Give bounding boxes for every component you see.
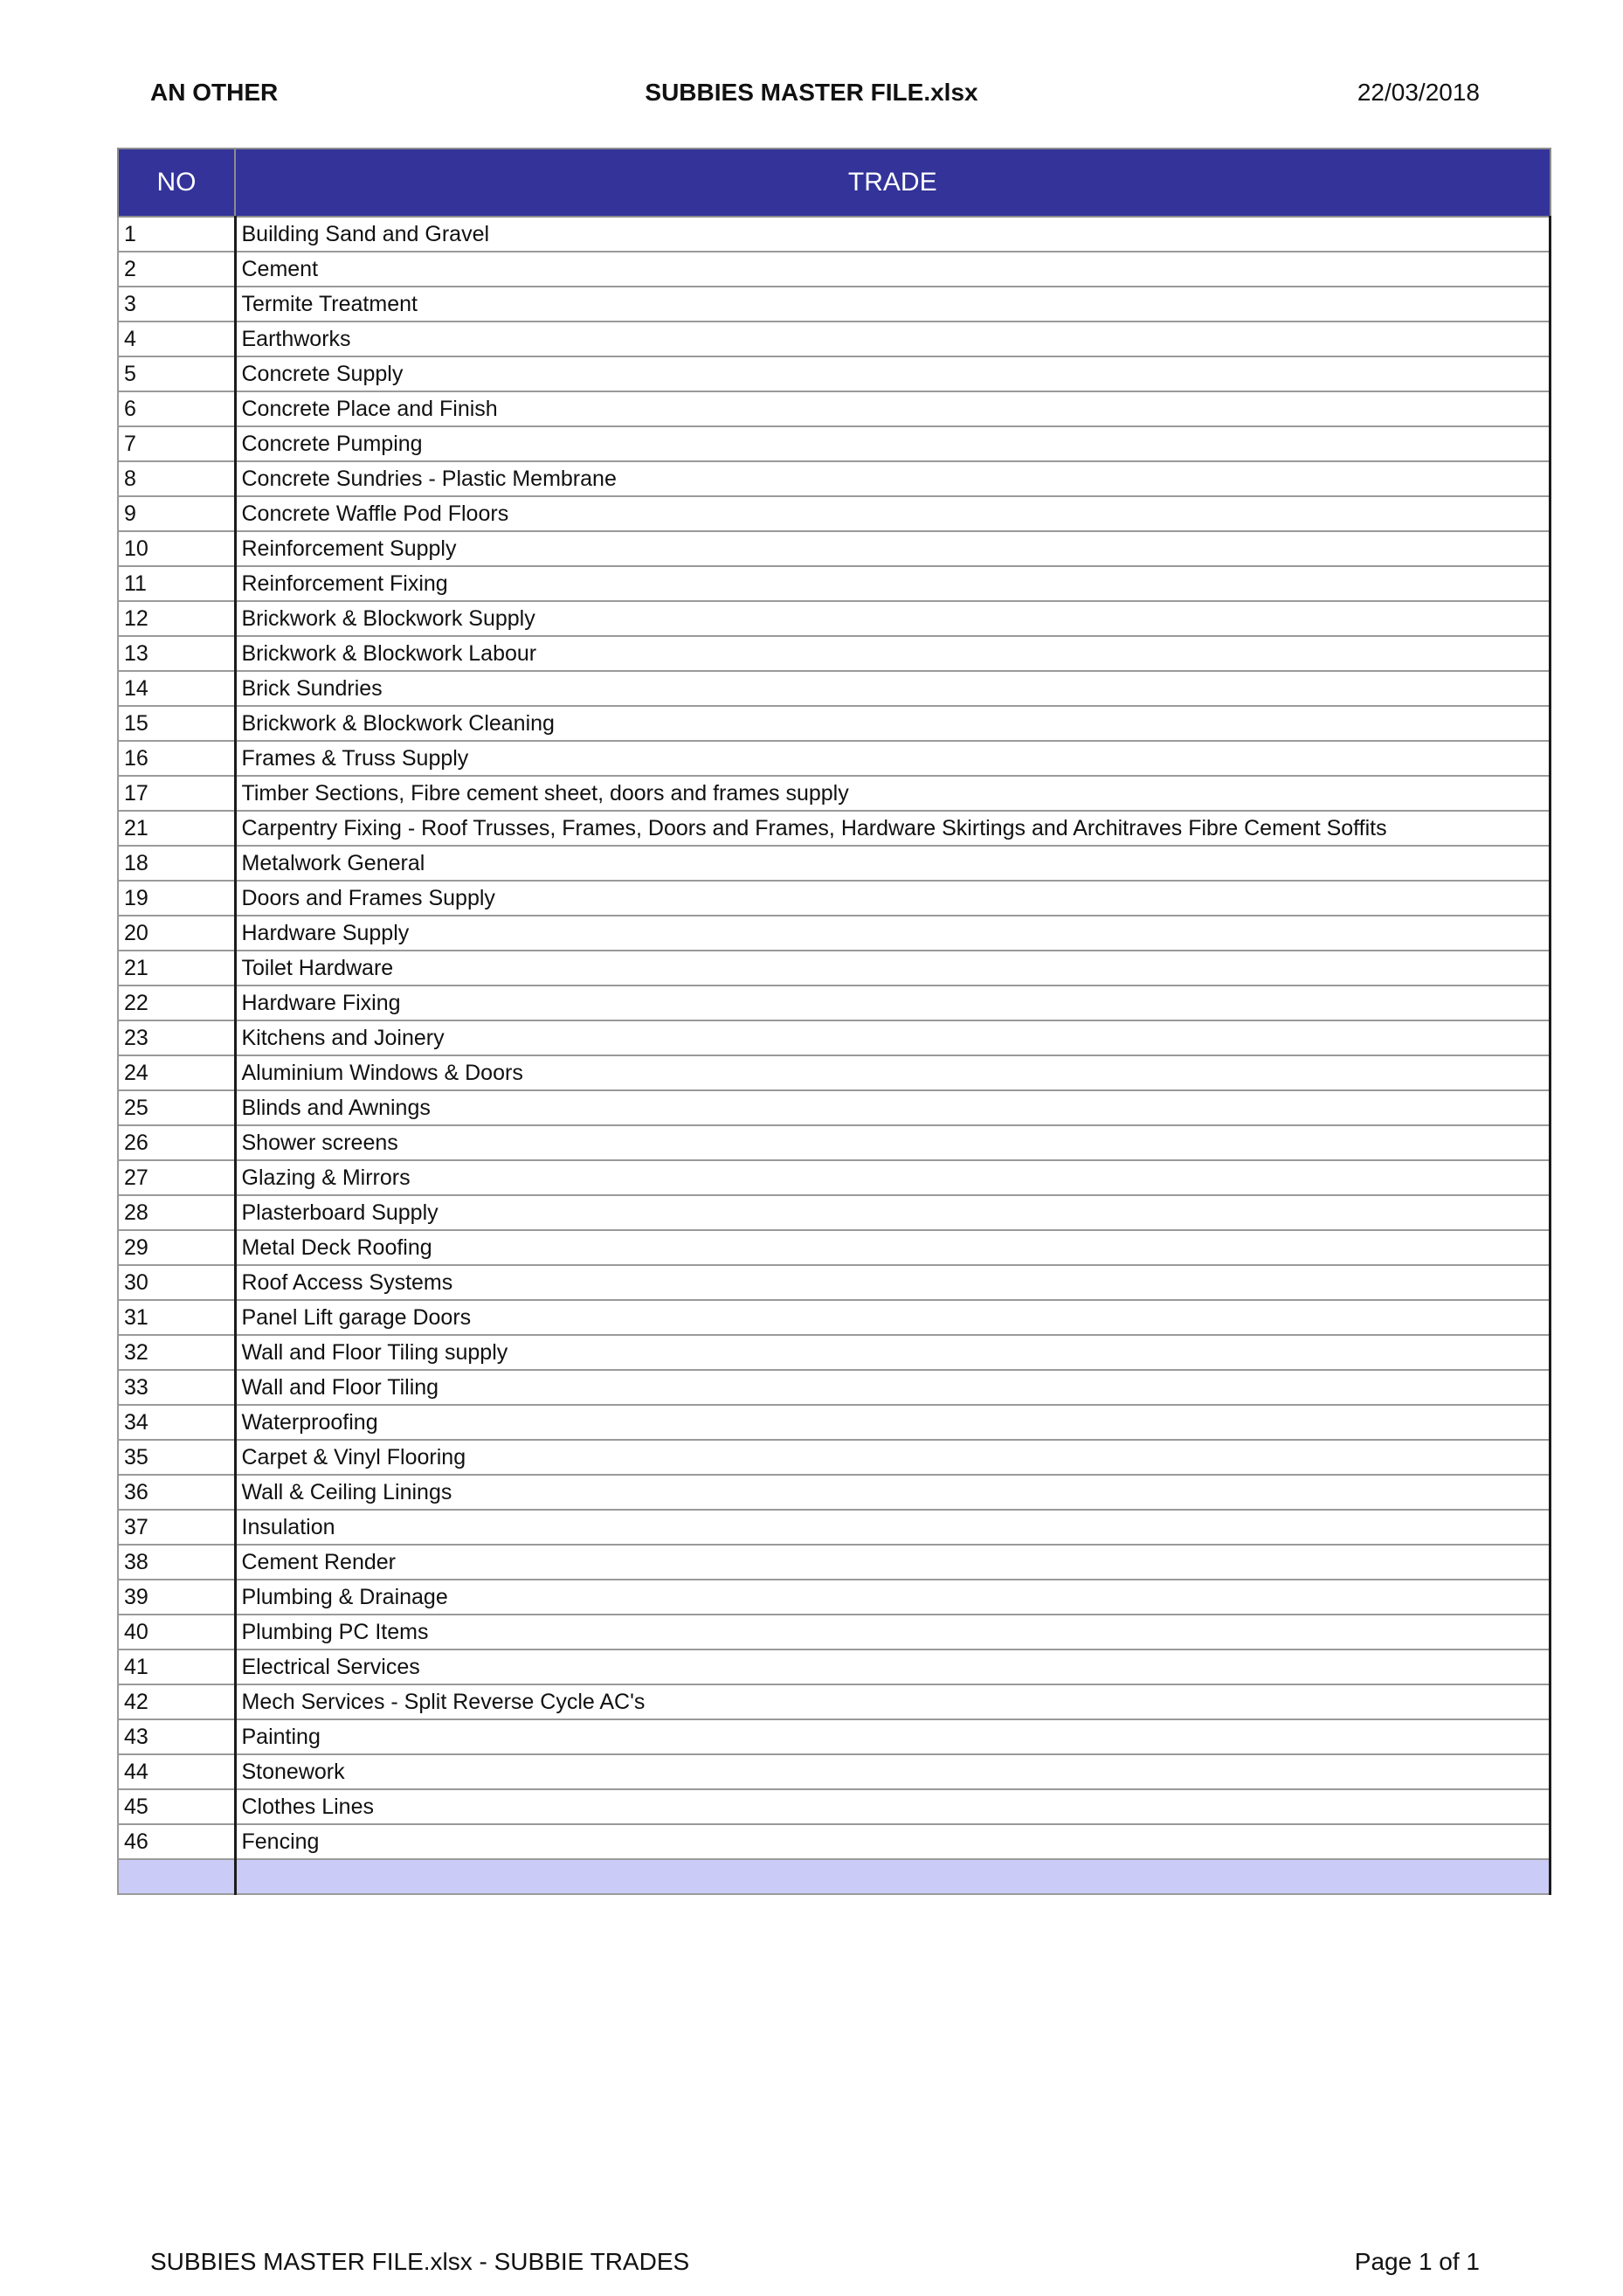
table-row bbox=[118, 1125, 1550, 1160]
cell-trade: Carpentry Fixing - Roof Trusses, Frames, Doors and Frames, Hardware Skirtings and Architraves Fibre Cement Soffits bbox=[235, 811, 1550, 846]
table-row bbox=[118, 461, 1550, 496]
table-row bbox=[118, 322, 1550, 356]
cell-no: 27 bbox=[118, 1160, 235, 1195]
cell-trade: Reinforcement Fixing bbox=[235, 566, 1550, 601]
cell-trade: Waterproofing bbox=[235, 1405, 1550, 1440]
cell-trade: Plumbing & Drainage bbox=[235, 1580, 1550, 1615]
table-row bbox=[118, 1020, 1550, 1055]
cell-no: 44 bbox=[118, 1754, 235, 1789]
cell-trade: Concrete Waffle Pod Floors bbox=[235, 496, 1550, 531]
cell-trade: Concrete Sundries - Plastic Membrane bbox=[235, 461, 1550, 496]
cell-no: 24 bbox=[118, 1055, 235, 1090]
table-row bbox=[118, 1789, 1550, 1824]
table-row bbox=[118, 1265, 1550, 1300]
cell-no: 15 bbox=[118, 706, 235, 741]
table-row bbox=[118, 252, 1550, 287]
cell-no: 7 bbox=[118, 426, 235, 461]
cell-trade: Concrete Pumping bbox=[235, 426, 1550, 461]
cell-trade: Concrete Supply bbox=[235, 356, 1550, 391]
table-row bbox=[118, 951, 1550, 985]
cell-no: 16 bbox=[118, 741, 235, 776]
cell-no: 42 bbox=[118, 1684, 235, 1719]
table-row bbox=[118, 287, 1550, 322]
table-row bbox=[118, 1300, 1550, 1335]
cell-no: 11 bbox=[118, 566, 235, 601]
table-row bbox=[118, 1160, 1550, 1195]
cell-no: 32 bbox=[118, 1335, 235, 1370]
cell-trade: Roof Access Systems bbox=[235, 1265, 1550, 1300]
cell-no: 14 bbox=[118, 671, 235, 706]
footer-page-number: Page 1 of 1 bbox=[1354, 2248, 1480, 2275]
cell-no: 45 bbox=[118, 1789, 235, 1824]
cell-no: 12 bbox=[118, 601, 235, 636]
cell-no: 31 bbox=[118, 1300, 235, 1335]
table-row bbox=[118, 391, 1550, 426]
cell-no: 17 bbox=[118, 776, 235, 811]
header-file-title: SUBBIES MASTER FILE.xlsx bbox=[645, 79, 978, 106]
cell-trade: Hardware Supply bbox=[235, 916, 1550, 951]
table-row bbox=[118, 1649, 1550, 1684]
table-row bbox=[118, 1335, 1550, 1370]
table-row bbox=[118, 881, 1550, 916]
cell-trade: Aluminium Windows & Doors bbox=[235, 1055, 1550, 1090]
table-row bbox=[118, 1440, 1550, 1475]
cell-no: 6 bbox=[118, 391, 235, 426]
table-row bbox=[118, 1195, 1550, 1230]
cell-trade: Wall and Floor Tiling bbox=[235, 1370, 1550, 1405]
cell-no: 21 bbox=[118, 811, 235, 846]
table-row bbox=[118, 1684, 1550, 1719]
cell-no: 8 bbox=[118, 461, 235, 496]
cell-trade: Brick Sundries bbox=[235, 671, 1550, 706]
table-row bbox=[118, 985, 1550, 1020]
cell-trade: Wall and Floor Tiling supply bbox=[235, 1335, 1550, 1370]
cell-no: 2 bbox=[118, 252, 235, 287]
cell-trade: Plumbing PC Items bbox=[235, 1615, 1550, 1649]
table-row bbox=[118, 426, 1550, 461]
cell-trade: Metal Deck Roofing bbox=[235, 1230, 1550, 1265]
cell-no: 43 bbox=[118, 1719, 235, 1754]
cell-trade: Earthworks bbox=[235, 322, 1550, 356]
cell-no: 41 bbox=[118, 1649, 235, 1684]
cell-trade: Carpet & Vinyl Flooring bbox=[235, 1440, 1550, 1475]
cell-no: 33 bbox=[118, 1370, 235, 1405]
cell-no: 40 bbox=[118, 1615, 235, 1649]
table-row bbox=[118, 1510, 1550, 1545]
cell-no: 21 bbox=[118, 951, 235, 985]
cell-trade: Concrete Place and Finish bbox=[235, 391, 1550, 426]
header-left-text: AN OTHER bbox=[150, 79, 279, 106]
cell-no: 34 bbox=[118, 1405, 235, 1440]
cell-trade: Electrical Services bbox=[235, 1649, 1550, 1684]
table-row bbox=[118, 1615, 1550, 1649]
cell-no: 13 bbox=[118, 636, 235, 671]
cell-no: 36 bbox=[118, 1475, 235, 1510]
column-header-trade: TRADE bbox=[235, 149, 1550, 217]
table-row bbox=[118, 776, 1550, 811]
cell-no: 30 bbox=[118, 1265, 235, 1300]
table-row bbox=[118, 1545, 1550, 1580]
cell-no: 23 bbox=[118, 1020, 235, 1055]
cell-trade: Shower screens bbox=[235, 1125, 1550, 1160]
table-row bbox=[118, 566, 1550, 601]
table-row bbox=[118, 811, 1550, 846]
cell-trade: Building Sand and Gravel bbox=[235, 217, 1550, 252]
cell-no: 3 bbox=[118, 287, 235, 322]
table-body bbox=[118, 217, 1550, 1894]
cell-trade: Frames & Truss Supply bbox=[235, 741, 1550, 776]
cell-no: 26 bbox=[118, 1125, 235, 1160]
cell-trade: Toilet Hardware bbox=[235, 951, 1550, 985]
cell-trade: Hardware Fixing bbox=[235, 985, 1550, 1020]
cell-no: 10 bbox=[118, 531, 235, 566]
cell-trade: Kitchens and Joinery bbox=[235, 1020, 1550, 1055]
table-row bbox=[118, 1824, 1550, 1859]
cell-trade: Doors and Frames Supply bbox=[235, 881, 1550, 916]
cell-trade: Brickwork & Blockwork Supply bbox=[235, 601, 1550, 636]
cell-no: 1 bbox=[118, 217, 235, 252]
cell-no: 18 bbox=[118, 846, 235, 881]
cell-trade: Clothes Lines bbox=[235, 1789, 1550, 1824]
cell-trade: Painting bbox=[235, 1719, 1550, 1754]
cell-trade: Insulation bbox=[235, 1510, 1550, 1545]
cell-no bbox=[118, 1859, 235, 1894]
cell-no: 25 bbox=[118, 1090, 235, 1125]
cell-trade: Brickwork & Blockwork Cleaning bbox=[235, 706, 1550, 741]
cell-trade: Mech Services - Split Reverse Cycle AC's bbox=[235, 1684, 1550, 1719]
table-row bbox=[118, 1475, 1550, 1510]
table-row bbox=[118, 846, 1550, 881]
cell-no: 46 bbox=[118, 1824, 235, 1859]
trades-table bbox=[117, 148, 1551, 1895]
table-row bbox=[118, 1370, 1550, 1405]
table-row bbox=[118, 1754, 1550, 1789]
table-row bbox=[118, 1405, 1550, 1440]
table-row bbox=[118, 916, 1550, 951]
table-row bbox=[118, 601, 1550, 636]
cell-no: 22 bbox=[118, 985, 235, 1020]
table-row bbox=[118, 671, 1550, 706]
cell-no: 4 bbox=[118, 322, 235, 356]
cell-no: 28 bbox=[118, 1195, 235, 1230]
footer-sheet-name: SUBBIES MASTER FILE.xlsx - SUBBIE TRADES bbox=[150, 2248, 690, 2275]
cell-trade: Panel Lift garage Doors bbox=[235, 1300, 1550, 1335]
cell-no: 29 bbox=[118, 1230, 235, 1265]
cell-trade: Fencing bbox=[235, 1824, 1550, 1859]
table-row bbox=[118, 741, 1550, 776]
table-row bbox=[118, 217, 1550, 252]
table-row bbox=[118, 1090, 1550, 1125]
cell-no: 5 bbox=[118, 356, 235, 391]
cell-no: 20 bbox=[118, 916, 235, 951]
cell-trade: Blinds and Awnings bbox=[235, 1090, 1550, 1125]
cell-trade: Brickwork & Blockwork Labour bbox=[235, 636, 1550, 671]
cell-no: 37 bbox=[118, 1510, 235, 1545]
cell-trade: Glazing & Mirrors bbox=[235, 1160, 1550, 1195]
cell-trade: Timber Sections, Fibre cement sheet, doors and frames supply bbox=[235, 776, 1550, 811]
header-date: 22/03/2018 bbox=[1357, 79, 1480, 106]
table-row bbox=[118, 356, 1550, 391]
table-row bbox=[118, 1230, 1550, 1265]
table-row bbox=[118, 531, 1550, 566]
table-row bbox=[118, 496, 1550, 531]
table-row bbox=[118, 706, 1550, 741]
cell-trade: Stonework bbox=[235, 1754, 1550, 1789]
cell-trade: Metalwork General bbox=[235, 846, 1550, 881]
table-row bbox=[118, 1055, 1550, 1090]
cell-trade: Cement Render bbox=[235, 1545, 1550, 1580]
cell-trade: Reinforcement Supply bbox=[235, 531, 1550, 566]
table-row bbox=[118, 1580, 1550, 1615]
cell-no: 38 bbox=[118, 1545, 235, 1580]
cell-no: 35 bbox=[118, 1440, 235, 1475]
column-header-no: NO bbox=[118, 149, 235, 217]
cell-trade: Cement bbox=[235, 252, 1550, 287]
table-row bbox=[118, 1859, 1550, 1894]
cell-no: 19 bbox=[118, 881, 235, 916]
cell-trade: Wall & Ceiling Linings bbox=[235, 1475, 1550, 1510]
cell-trade bbox=[235, 1859, 1550, 1894]
table-row bbox=[118, 636, 1550, 671]
cell-trade: Termite Treatment bbox=[235, 287, 1550, 322]
cell-no: 39 bbox=[118, 1580, 235, 1615]
table-row bbox=[118, 1719, 1550, 1754]
cell-no: 9 bbox=[118, 496, 235, 531]
table-header-row bbox=[118, 149, 1550, 217]
cell-trade: Plasterboard Supply bbox=[235, 1195, 1550, 1230]
